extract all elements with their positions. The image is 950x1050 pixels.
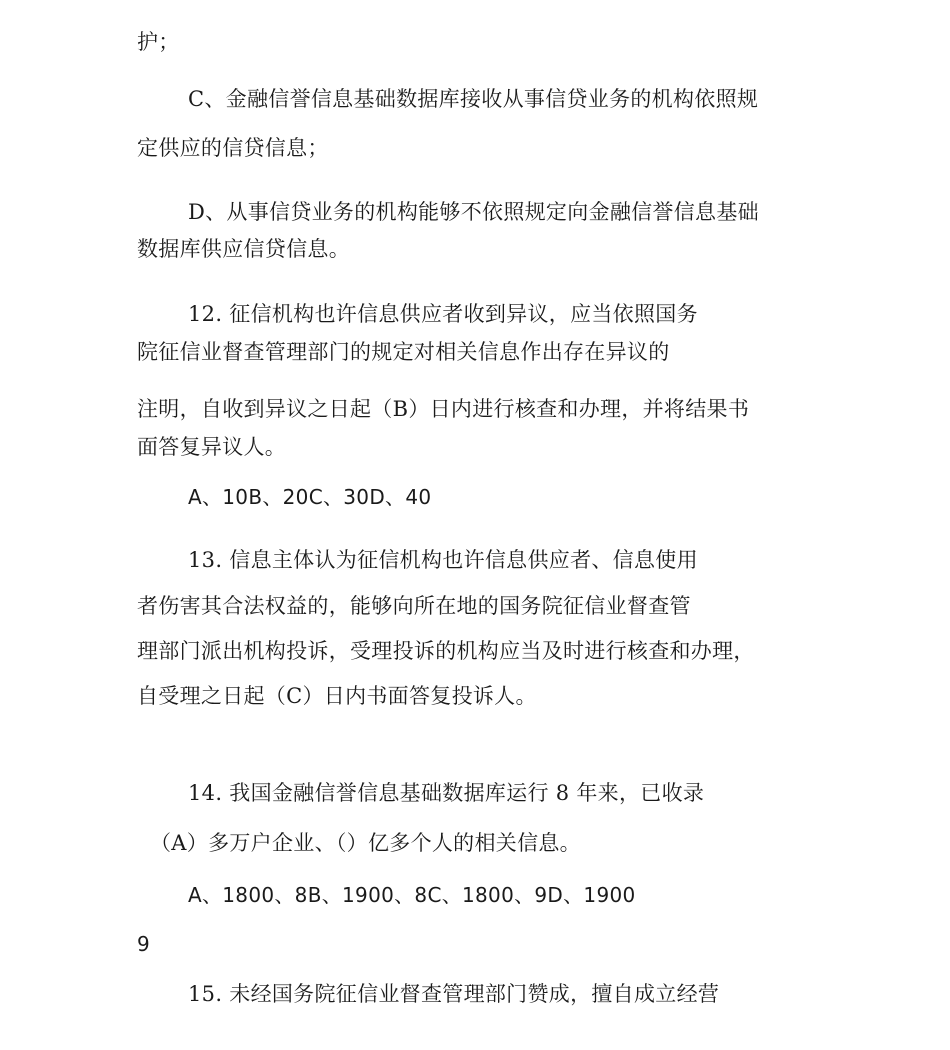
text-line-12: 者伤害其合法权益的，能够向所在地的国务院征信业督查管 bbox=[137, 594, 691, 618]
text-line-5: 数据库供应信贷信息。 bbox=[137, 237, 350, 261]
answer-options-12: A、10B、20C、30D、40 bbox=[188, 485, 432, 509]
text-line-14: 自受理之日起（C）日内书面答复投诉人。 bbox=[137, 684, 537, 708]
answer-options-14: A、1800、8B、1900、8C、1800、9D、1900 bbox=[188, 883, 636, 907]
option-d: D、从事信贷业务的机构能够不依照规定向金融信誉信息基础 bbox=[188, 200, 759, 224]
option-c: C、金融信誉信息基础数据库接收从事信贷业务的机构依照规 bbox=[188, 87, 759, 111]
text-line-3: 定供应的信贷信息； bbox=[137, 136, 329, 160]
text-line-13: 理部门派出机构投诉，受理投诉的机构应当及时进行核查和办理， bbox=[137, 639, 755, 663]
text-line-9: 面答复异议人。 bbox=[137, 435, 287, 459]
question-14: 14. 我国金融信誉信息基础数据库运行 8 年来，已收录 bbox=[188, 781, 705, 805]
question-15: 15. 未经国务院征信业督查管理部门赞成，擅自成立经营 bbox=[188, 982, 720, 1006]
question-12: 12. 征信机构也许信息供应者收到异议，应当依照国务 bbox=[188, 302, 698, 326]
text-line-1: 护； bbox=[137, 30, 180, 54]
text-line-8: 注明，自收到异议之日起（B）日内进行核查和办理，并将结果书 bbox=[137, 397, 750, 421]
question-13: 13. 信息主体认为征信机构也许信息供应者、信息使用 bbox=[188, 548, 698, 572]
text-line-7: 院征信业督查管理部门的规定对相关信息作出存在异议的 bbox=[137, 340, 670, 364]
text-line-18: 9 bbox=[137, 932, 151, 956]
text-line-16: （A）多万户企业、（）亿多个人的相关信息。 bbox=[150, 831, 581, 855]
